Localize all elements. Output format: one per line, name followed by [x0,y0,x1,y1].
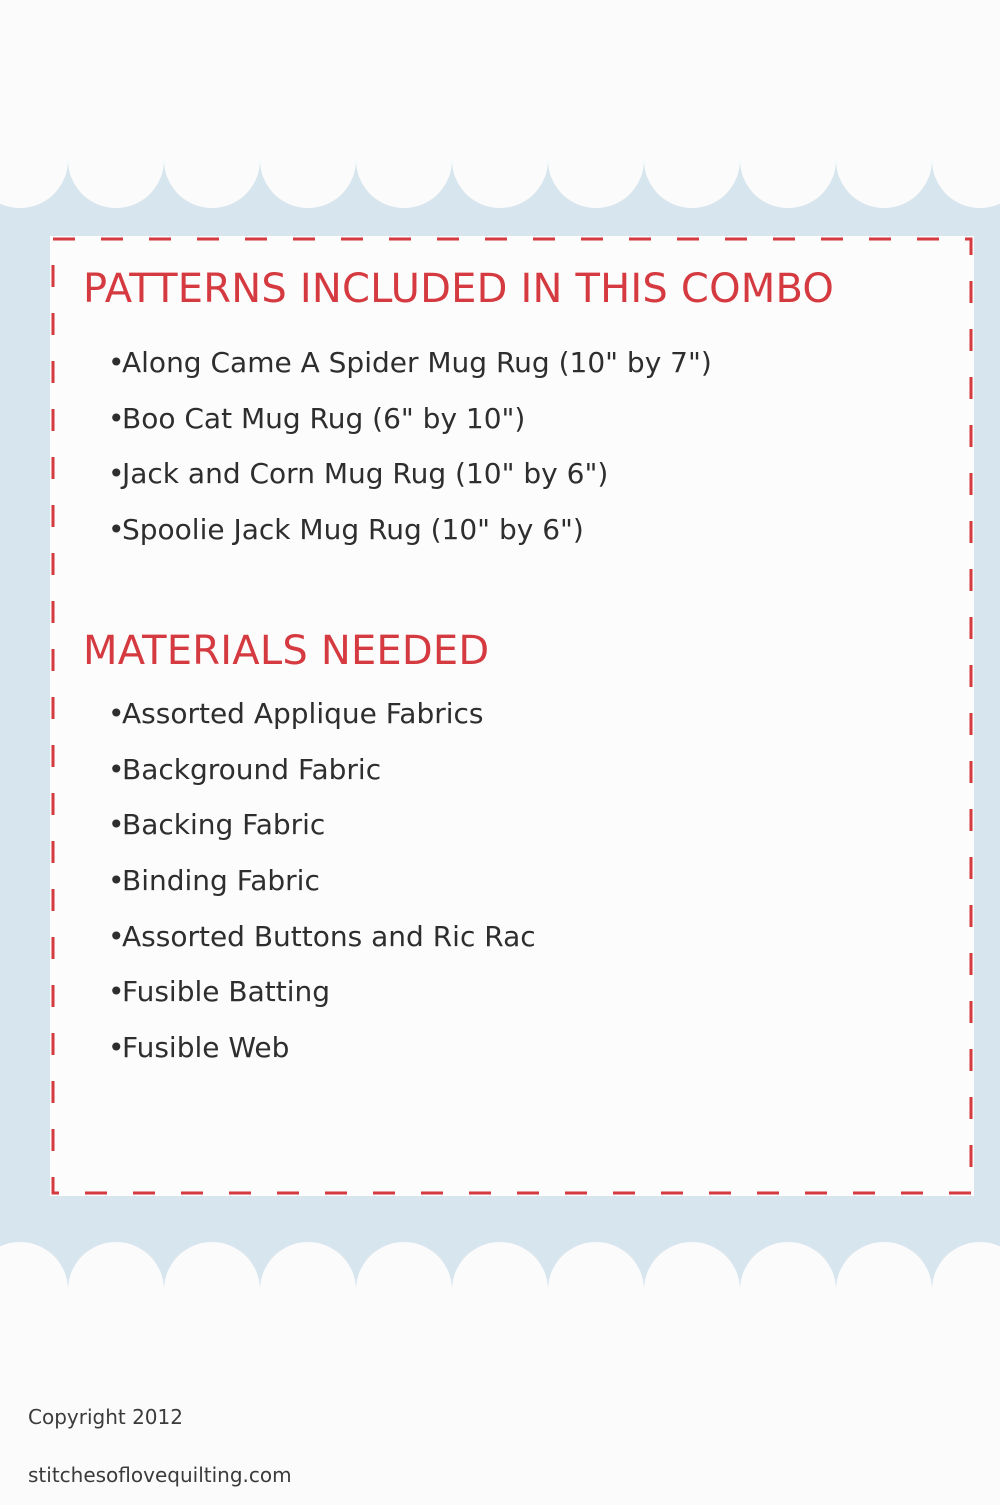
bullet-dot-icon: • [108,864,125,898]
bullet-dot-icon: • [108,457,125,491]
top-scallop [260,112,356,208]
list-item-label: Backing Fabric [122,808,326,842]
bullet-dot-icon: • [108,346,125,379]
list-item [108,864,536,920]
list-item [108,457,712,513]
list-item [108,753,536,809]
top-scallop [68,112,164,208]
top-scallop [644,112,740,208]
list-item [108,808,536,864]
bullet-dot-icon: • [108,697,125,730]
copyright-text: Copyright 2012 [28,1405,183,1429]
bullet-dot-icon: • [108,919,125,953]
list-item-label: Assorted Applique Fabrics [122,697,484,730]
bullet-dot-icon: • [108,401,125,435]
top-scallop [548,112,644,208]
patterns-heading: PATTERNS INCLUDED IN THIS COMBO [83,266,835,312]
list-item-label: Fusible Batting [122,975,330,1009]
info-card [50,236,974,1196]
bullet-dot-icon: • [108,975,125,1009]
list-item [108,920,536,976]
top-scallop [356,112,452,208]
bullet-dot-icon: • [108,752,125,786]
materials-list [108,697,536,1087]
list-item-label: Binding Fabric [122,864,320,898]
list-item-label: Background Fabric [122,752,382,786]
patterns-list [108,346,712,569]
list-item [108,402,712,458]
list-item [108,697,536,753]
website-link[interactable]: stitchesoflovequilting.com [28,1463,292,1487]
list-item [108,1031,536,1087]
list-item-label: Spoolie Jack Mug Rug (10" by 6") [122,513,584,547]
list-item-label: Jack and Corn Mug Rug (10" by 6") [122,457,609,491]
list-item-label: Along Came A Spider Mug Rug (10" by 7") [122,346,712,379]
list-item-label: Fusible Web [122,1031,290,1065]
list-item [108,513,712,569]
list-item-label: Boo Cat Mug Rug (6" by 10") [122,401,526,435]
top-scallop [740,112,836,208]
list-item [108,346,712,402]
materials-heading: MATERIALS NEEDED [83,628,490,674]
bullet-dot-icon: • [108,808,125,842]
list-item-label: Assorted Buttons and Ric Rac [122,919,536,953]
top-scallop [452,112,548,208]
bullet-dot-icon: • [108,1031,125,1065]
top-scallop [836,112,932,208]
bullet-dot-icon: • [108,513,125,547]
top-scallop [164,112,260,208]
list-item [108,975,536,1031]
